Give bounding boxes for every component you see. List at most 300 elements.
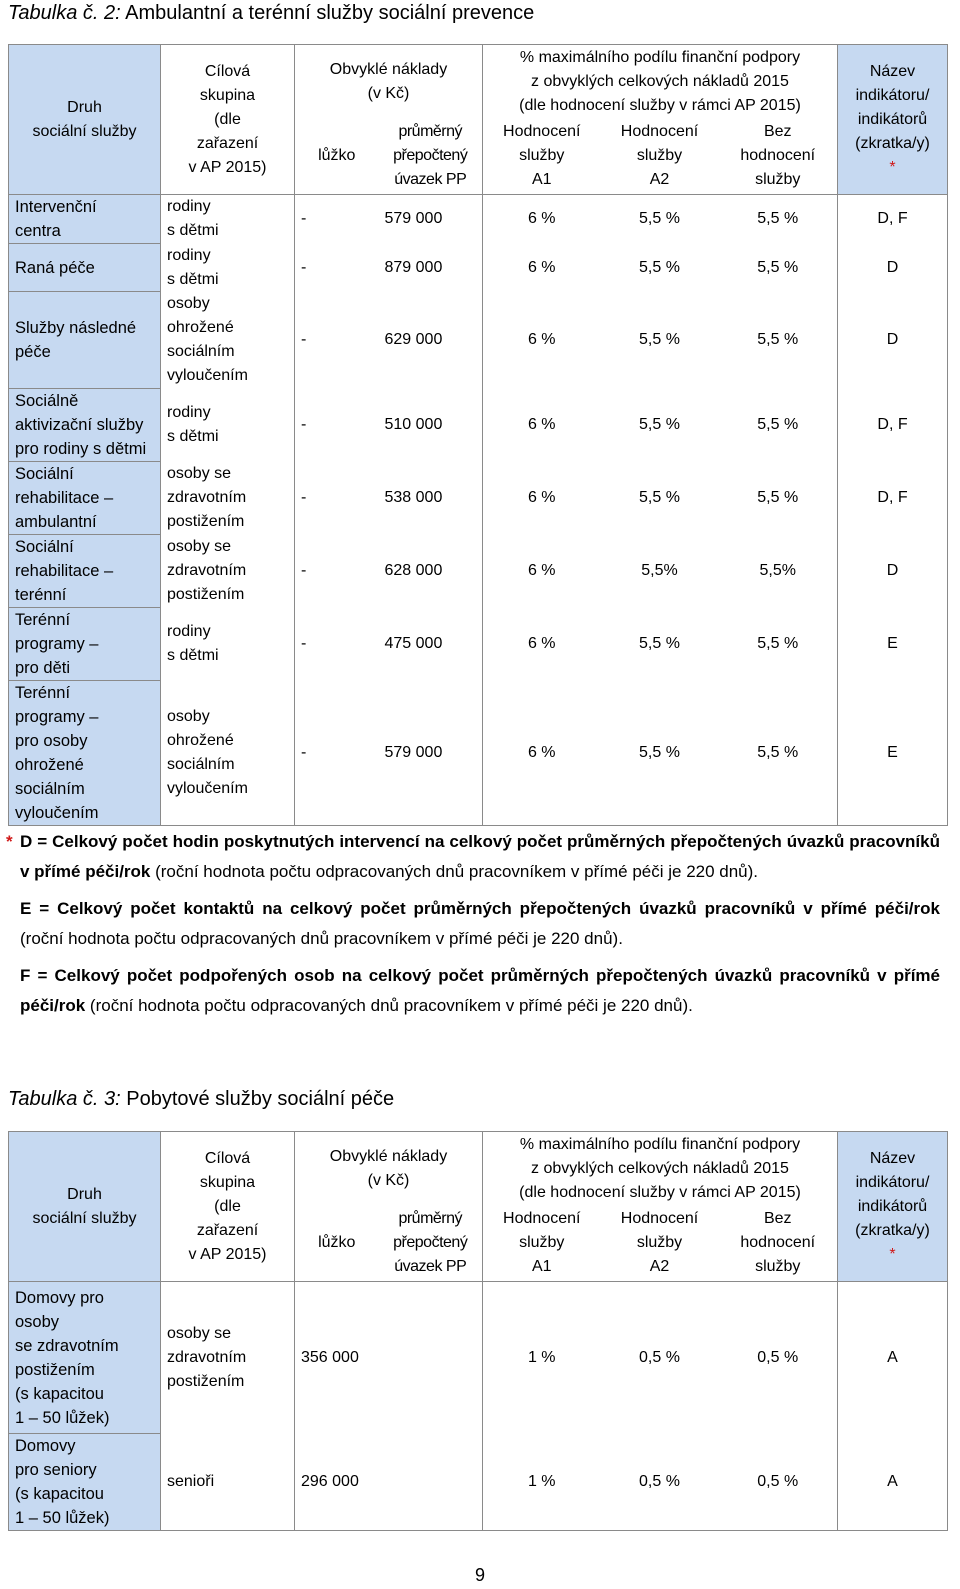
cell-cilova xyxy=(161,292,295,389)
cell-a2 xyxy=(601,389,719,462)
cell-a2-text: 5,5 % xyxy=(639,210,680,228)
cell-bez xyxy=(719,195,838,244)
cell-a1-text: 6 % xyxy=(527,743,556,761)
cell-luzko xyxy=(295,195,379,244)
cell-uvazek-text: 879 000 xyxy=(384,258,443,276)
table3 xyxy=(8,1131,948,1531)
table-row xyxy=(9,608,948,681)
header-luzko-text: lůžko xyxy=(318,1234,356,1252)
cell-cilova xyxy=(161,608,295,681)
cell-a2-text: 5,5 % xyxy=(639,258,680,276)
header-druh xyxy=(9,1132,161,1282)
cell-cilova-line: s dětmi xyxy=(167,647,219,664)
header-bez-line: Bez xyxy=(763,123,792,141)
header-cilova-line: Cílová xyxy=(204,1149,251,1167)
cell-a1 xyxy=(483,389,601,462)
header-druh xyxy=(9,45,161,195)
cell-druh-line: Služby následné xyxy=(15,319,137,337)
cell-druh-line: rehabilitace – xyxy=(15,489,114,507)
header-podil-line: z obvyklých celkových nákladů 2015 xyxy=(531,72,789,90)
header-a2-line: A2 xyxy=(649,171,670,189)
note-f-definition: F = Celkový počet podpořených osob na celkový počet průměrných přepočtených úvazků pracovníků v přímé péči/rok xyxy=(20,966,940,1015)
header-bez xyxy=(719,119,838,195)
cell-a2-text: 5,5 % xyxy=(639,489,680,506)
header-bez xyxy=(719,1206,838,1282)
cell-bez xyxy=(719,244,838,292)
cell-bez xyxy=(719,1434,838,1531)
cell-druh-line: péče xyxy=(15,343,51,361)
cell-druh xyxy=(9,1434,161,1531)
cell-cilova-line: osoby se xyxy=(167,538,232,555)
cell-druh-line: ambulantní xyxy=(15,513,97,531)
header-uvazek-line: přepočtený xyxy=(393,1234,468,1252)
cell-a2 xyxy=(601,292,719,389)
cell-luzko-text: - xyxy=(301,635,307,652)
header-a2 xyxy=(601,1206,719,1282)
cell-a1-text: 6 % xyxy=(527,489,556,506)
cell-bez xyxy=(719,292,838,389)
header-podil-line: % maximálního podílu finanční podpory xyxy=(519,1135,801,1153)
cell-druh-line: 1 – 50 lůžek) xyxy=(15,1509,110,1527)
cell-druh-line: se zdravotním xyxy=(15,1336,119,1355)
cell-cilova-line: sociálním xyxy=(167,755,235,773)
cell-cilova xyxy=(161,244,295,292)
cell-indikator-text: D xyxy=(886,258,899,276)
cell-indikator xyxy=(838,195,948,244)
cell-a2-text: 0,5 % xyxy=(639,1472,680,1490)
cell-a2-text: 5,5 % xyxy=(639,635,680,652)
header-cilova-line: (dle xyxy=(214,110,241,128)
header-cilova-line: v AP 2015) xyxy=(188,158,267,176)
header-a1-line: služby xyxy=(519,1234,565,1252)
cell-druh xyxy=(9,195,161,244)
header-naklady-line: Obvyklé náklady xyxy=(329,1147,448,1165)
cell-druh-line: ohrožené xyxy=(15,756,84,774)
cell-luzko xyxy=(295,608,379,681)
table-row xyxy=(9,195,948,244)
note-d-detail: (roční hodnota počtu odpracovaných dnů pracovníkem v přímé péči je 220 dnů). xyxy=(150,862,759,881)
cell-a2-text: 0,5 % xyxy=(639,1348,680,1366)
cell-a1 xyxy=(483,462,601,535)
cell-a1 xyxy=(483,292,601,389)
cell-uvazek-text: 579 000 xyxy=(384,743,443,761)
note-e-detail: (roční hodnota počtu odpracovaných dnů pracovníkem v přímé péči je 220 dnů). xyxy=(20,929,623,948)
cell-uvazek-text: 628 000 xyxy=(384,562,443,579)
cell-indikator-text: E xyxy=(887,743,898,761)
cell-uvazek xyxy=(379,244,483,292)
cell-druh-line: Sociální xyxy=(15,465,74,483)
table-row xyxy=(9,1282,948,1434)
header-luzko xyxy=(295,1206,379,1282)
cell-uvazek xyxy=(379,1282,483,1434)
cell-a1 xyxy=(483,195,601,244)
cell-uvazek xyxy=(379,292,483,389)
cell-bez xyxy=(719,681,838,826)
header-luzko-text: lůžko xyxy=(318,147,356,165)
cell-luzko-text: - xyxy=(301,210,307,228)
cell-cilova-line: zdravotním xyxy=(167,489,247,506)
cell-bez-text: 5,5 % xyxy=(757,331,799,348)
header-a1-line: Hodnocení xyxy=(503,123,581,141)
note-e-definition: E = Celkový počet kontaktů na celkový počet průměrných přepočtených úvazků pracovníků v přímé péči/rok xyxy=(20,899,940,918)
table-row xyxy=(9,389,948,462)
cell-luzko xyxy=(295,389,379,462)
cell-luzko-text: - xyxy=(301,331,307,348)
cell-cilova-line: senioři xyxy=(167,1472,215,1490)
header-podil-line: z obvyklých celkových nákladů 2015 xyxy=(531,1159,789,1177)
cell-a1-text: 6 % xyxy=(527,258,556,276)
cell-druh-line: rehabilitace – xyxy=(15,562,114,580)
cell-uvazek-text: 475 000 xyxy=(384,635,443,652)
cell-indikator xyxy=(838,1282,948,1434)
header-uvazek-line: průměrný xyxy=(398,123,463,141)
cell-a2 xyxy=(601,535,719,608)
cell-luzko-text: 356 000 xyxy=(301,1348,359,1366)
cell-cilova-line: vyloučením xyxy=(167,367,248,384)
note-f-detail: (roční hodnota počtu odpracovaných dnů pracovníkem v přímé péči je 220 dnů). xyxy=(85,996,693,1015)
cell-bez-text: 0,5 % xyxy=(757,1472,799,1490)
cell-luzko xyxy=(295,535,379,608)
cell-bez-text: 5,5 % xyxy=(757,635,799,652)
header-bez-line: hodnocení xyxy=(740,147,816,165)
cell-a1-text: 6 % xyxy=(527,331,556,348)
header-druh-line: Druh xyxy=(67,1185,102,1203)
header-nazev-line: indikátorů xyxy=(857,110,928,128)
page-number: 9 xyxy=(474,1565,485,1585)
cell-bez-text: 5,5 % xyxy=(757,489,799,506)
cell-druh-line: (s kapacitou xyxy=(15,1485,104,1503)
cell-luzko-text: - xyxy=(301,416,307,433)
header-nazev-line: Název xyxy=(869,1149,916,1167)
cell-a2-text: 5,5% xyxy=(641,562,678,579)
cell-cilova-line: zdravotním xyxy=(167,1348,247,1366)
header-podil-line: (dle hodnocení služby v rámci AP 2015) xyxy=(519,96,801,114)
header-a1-line: A1 xyxy=(531,171,552,189)
table3-caption-prefix: Tabulka č. 3: xyxy=(8,1088,121,1110)
cell-luzko xyxy=(295,462,379,535)
cell-cilova xyxy=(161,535,295,608)
table2-caption xyxy=(8,2,534,25)
table-row xyxy=(9,292,948,389)
cell-a2 xyxy=(601,1434,719,1531)
cell-indikator-text: A xyxy=(887,1472,898,1490)
cell-cilova xyxy=(161,462,295,535)
cell-uvazek xyxy=(379,608,483,681)
cell-a2 xyxy=(601,244,719,292)
cell-indikator-text: D, F xyxy=(877,210,908,228)
table2-caption-title: Ambulantní a terénní služby sociální prevence xyxy=(125,2,535,24)
cell-druh-line: pro osoby xyxy=(15,732,88,750)
cell-uvazek xyxy=(379,681,483,826)
cell-bez xyxy=(719,535,838,608)
cell-bez xyxy=(719,389,838,462)
header-a2-line: A2 xyxy=(649,1258,670,1276)
cell-cilova xyxy=(161,195,295,244)
header-a1 xyxy=(483,1206,601,1282)
cell-a2 xyxy=(601,462,719,535)
cell-indikator xyxy=(838,535,948,608)
header-star: * xyxy=(889,158,896,176)
cell-uvazek xyxy=(379,462,483,535)
cell-cilova-line: postižením xyxy=(167,586,245,603)
cell-indikator xyxy=(838,292,948,389)
cell-druh-line: terénní xyxy=(15,586,67,604)
cell-a2-text: 5,5 % xyxy=(639,416,680,433)
cell-druh-line: pro rodiny s dětmi xyxy=(15,440,147,458)
header-nazev-line: Název xyxy=(869,62,916,80)
cell-druh-line: Sociální xyxy=(15,538,74,556)
table3-caption xyxy=(8,1088,394,1111)
cell-cilova-line: s dětmi xyxy=(167,270,219,288)
cell-bez-text: 5,5 % xyxy=(757,743,799,761)
cell-cilova-line: s dětmi xyxy=(167,428,219,445)
cell-luzko xyxy=(295,292,379,389)
cell-bez-text: 5,5 % xyxy=(757,416,799,433)
cell-a1 xyxy=(483,535,601,608)
cell-uvazek xyxy=(379,535,483,608)
header-bez-line: Bez xyxy=(763,1210,792,1228)
cell-a1-text: 6 % xyxy=(527,635,556,652)
header-nazev-line: indikátoru/ xyxy=(855,1173,930,1191)
cell-luzko-text: - xyxy=(301,562,307,579)
cell-bez xyxy=(719,462,838,535)
cell-a1 xyxy=(483,1434,601,1531)
header-uvazek-line: úvazek PP xyxy=(394,1258,467,1276)
cell-uvazek xyxy=(379,195,483,244)
header-cilova-line: zařazení xyxy=(196,1221,259,1239)
cell-cilova-line: rodiny xyxy=(167,198,211,216)
cell-cilova-line: vyloučením xyxy=(167,779,248,797)
cell-druh-line: pro seniory xyxy=(15,1461,97,1479)
cell-indikator-text: A xyxy=(887,1348,898,1366)
cell-druh-line: Sociálně xyxy=(15,392,79,410)
header-uvazek xyxy=(379,119,483,195)
table-row xyxy=(9,244,948,292)
cell-druh-line: Terénní xyxy=(15,684,71,702)
cell-druh-line: osoby xyxy=(15,1312,60,1331)
header-a1 xyxy=(483,119,601,195)
header-a1-line: služby xyxy=(519,147,565,165)
header-druh-line: Druh xyxy=(67,98,102,116)
table-row xyxy=(9,681,948,826)
cell-a2 xyxy=(601,681,719,826)
table2-caption-prefix: Tabulka č. 2: xyxy=(8,2,121,24)
cell-druh-line: sociálním xyxy=(15,780,85,798)
header-nazev xyxy=(838,45,948,195)
cell-a2 xyxy=(601,608,719,681)
cell-luzko-text: 296 000 xyxy=(301,1472,359,1490)
cell-druh xyxy=(9,292,161,389)
cell-indikator-text: D xyxy=(886,562,899,579)
header-nazev-line: (zkratka/y) xyxy=(855,134,930,152)
cell-druh-line: Domovy xyxy=(15,1437,76,1455)
cell-luzko xyxy=(295,1434,379,1531)
header-bez-line: hodnocení xyxy=(740,1234,816,1252)
header-naklady xyxy=(295,1132,483,1206)
cell-cilova-line: rodiny xyxy=(167,246,211,264)
cell-a2 xyxy=(601,195,719,244)
cell-a1-text: 6 % xyxy=(527,210,556,228)
header-druh-line: sociální služby xyxy=(32,1209,137,1227)
cell-luzko xyxy=(295,244,379,292)
cell-indikator xyxy=(838,608,948,681)
table-row xyxy=(9,535,948,608)
cell-uvazek-text: 629 000 xyxy=(384,331,443,348)
cell-indikator xyxy=(838,244,948,292)
cell-indikator-text: E xyxy=(887,635,898,652)
header-a2-line: služby xyxy=(636,1234,683,1252)
cell-cilova-line: rodiny xyxy=(167,404,211,421)
header-nazev-line: indikátoru/ xyxy=(855,86,930,104)
cell-druh-line: Raná péče xyxy=(15,258,95,277)
cell-luzko-text: - xyxy=(301,743,307,761)
cell-cilova-line: ohrožené xyxy=(167,731,234,749)
table3-caption-title: Pobytové služby sociální péče xyxy=(126,1088,395,1110)
cell-druh-line: programy – xyxy=(15,708,99,726)
header-naklady-line: Obvyklé náklady xyxy=(329,60,448,78)
cell-a2-text: 5,5 % xyxy=(639,743,680,761)
cell-bez-text: 0,5 % xyxy=(757,1348,799,1366)
cell-druh xyxy=(9,681,161,826)
header-podil xyxy=(483,1132,838,1206)
cell-indikator xyxy=(838,462,948,535)
cell-druh-line: 1 – 50 lůžek) xyxy=(15,1408,110,1427)
header-cilova-line: zařazení xyxy=(196,134,259,152)
note-d-definition: D = Celkový počet hodin poskytnutých intervencí na celkový počet průměrných přepočtených úvazků pracovníků v přímé péči/rok xyxy=(20,832,940,881)
cell-luzko-text: - xyxy=(301,489,307,506)
header-a2 xyxy=(601,119,719,195)
cell-uvazek xyxy=(379,389,483,462)
cell-a1-text: 6 % xyxy=(527,416,556,433)
cell-a1 xyxy=(483,681,601,826)
cell-a1-text: 1 % xyxy=(527,1472,556,1490)
cell-druh-line: programy – xyxy=(15,635,99,653)
cell-druh-line: Terénní xyxy=(15,611,71,629)
cell-a1 xyxy=(483,244,601,292)
header-uvazek xyxy=(379,1206,483,1282)
cell-luzko xyxy=(295,1282,379,1434)
header-a2-line: Hodnocení xyxy=(620,1210,699,1228)
cell-druh xyxy=(9,462,161,535)
cell-cilova xyxy=(161,1434,295,1531)
cell-bez xyxy=(719,608,838,681)
header-star: * xyxy=(889,1245,896,1263)
cell-uvazek xyxy=(379,1434,483,1531)
header-cilova xyxy=(161,45,295,195)
header-cilova-line: skupina xyxy=(199,1173,256,1191)
cell-druh xyxy=(9,389,161,462)
header-cilova xyxy=(161,1132,295,1282)
cell-a1-text: 6 % xyxy=(527,562,556,579)
cell-indikator xyxy=(838,1434,948,1531)
header-cilova-line: Cílová xyxy=(204,62,251,80)
cell-cilova-line: postižením xyxy=(167,513,245,530)
cell-cilova-line: s dětmi xyxy=(167,222,219,240)
cell-bez-text: 5,5 % xyxy=(757,210,799,228)
cell-druh xyxy=(9,1282,161,1434)
cell-druh-line: vyloučením xyxy=(15,804,99,822)
cell-druh xyxy=(9,608,161,681)
cell-druh-line: Domovy pro xyxy=(15,1288,104,1307)
cell-cilova-line: sociálním xyxy=(167,343,235,360)
cell-bez xyxy=(719,1282,838,1434)
cell-druh-line: pro děti xyxy=(15,659,71,677)
cell-cilova-line: postižením xyxy=(167,1372,245,1390)
cell-druh xyxy=(9,535,161,608)
cell-indikator xyxy=(838,389,948,462)
cell-druh-line: postižením xyxy=(15,1360,95,1379)
cell-druh-line: Intervenční xyxy=(15,198,97,216)
header-nazev-line: indikátorů xyxy=(857,1197,928,1215)
header-podil-line: (dle hodnocení služby v rámci AP 2015) xyxy=(519,1183,801,1201)
cell-cilova-line: osoby xyxy=(167,707,210,725)
cell-uvazek-text: 510 000 xyxy=(384,416,443,433)
header-naklady xyxy=(295,45,483,119)
header-uvazek-line: průměrný xyxy=(398,1210,463,1228)
header-bez-line: služby xyxy=(755,171,801,189)
cell-druh-line: centra xyxy=(15,222,61,240)
cell-a1 xyxy=(483,608,601,681)
header-a1-line: A1 xyxy=(531,1258,552,1276)
cell-a2 xyxy=(601,1282,719,1434)
header-row-top xyxy=(9,1132,948,1206)
cell-bez-text: 5,5% xyxy=(759,562,796,579)
cell-indikator xyxy=(838,681,948,826)
cell-a2-text: 5,5 % xyxy=(639,331,680,348)
header-naklady-line: (v Kč) xyxy=(367,84,410,102)
header-a1-line: Hodnocení xyxy=(503,1210,581,1228)
cell-a1 xyxy=(483,1282,601,1434)
cell-cilova-line: osoby se xyxy=(167,465,232,482)
cell-druh-line: aktivizační služby xyxy=(15,416,144,434)
header-podil-line: % maximálního podílu finanční podpory xyxy=(519,48,801,66)
cell-luzko xyxy=(295,681,379,826)
header-uvazek-line: přepočtený xyxy=(393,147,468,165)
cell-cilova xyxy=(161,1282,295,1434)
header-naklady-line: (v Kč) xyxy=(367,1171,410,1189)
cell-cilova xyxy=(161,681,295,826)
cell-cilova-line: ohrožené xyxy=(167,319,234,336)
cell-bez-text: 5,5 % xyxy=(757,258,799,276)
header-cilova-line: v AP 2015) xyxy=(188,1245,267,1263)
header-nazev xyxy=(838,1132,948,1282)
cell-indikator-text: D xyxy=(886,331,899,348)
cell-uvazek-text: 579 000 xyxy=(384,210,443,228)
cell-indikator-text: D, F xyxy=(877,489,908,506)
cell-a1-text: 1 % xyxy=(527,1348,556,1366)
table-row xyxy=(9,1434,948,1531)
table-row xyxy=(9,462,948,535)
cell-luzko-text: - xyxy=(301,258,307,276)
indicator-notes xyxy=(6,827,940,1028)
cell-cilova-line: rodiny xyxy=(167,623,211,640)
header-uvazek-line: úvazek PP xyxy=(394,171,467,189)
cell-indikator-text: D, F xyxy=(877,416,908,433)
header-druh-line: sociální služby xyxy=(32,122,137,140)
header-a2-line: služby xyxy=(636,147,683,165)
header-row-top xyxy=(9,45,948,119)
header-nazev-line: (zkratka/y) xyxy=(855,1221,930,1239)
note-star: * xyxy=(6,832,13,851)
header-bez-line: služby xyxy=(755,1258,801,1276)
cell-uvazek-text: 538 000 xyxy=(384,489,443,506)
cell-cilova xyxy=(161,389,295,462)
cell-druh-line: (s kapacitou xyxy=(15,1384,104,1403)
cell-cilova-line: zdravotním xyxy=(167,562,247,579)
header-cilova-line: (dle xyxy=(214,1197,241,1215)
header-a2-line: Hodnocení xyxy=(620,123,699,141)
cell-druh xyxy=(9,244,161,292)
